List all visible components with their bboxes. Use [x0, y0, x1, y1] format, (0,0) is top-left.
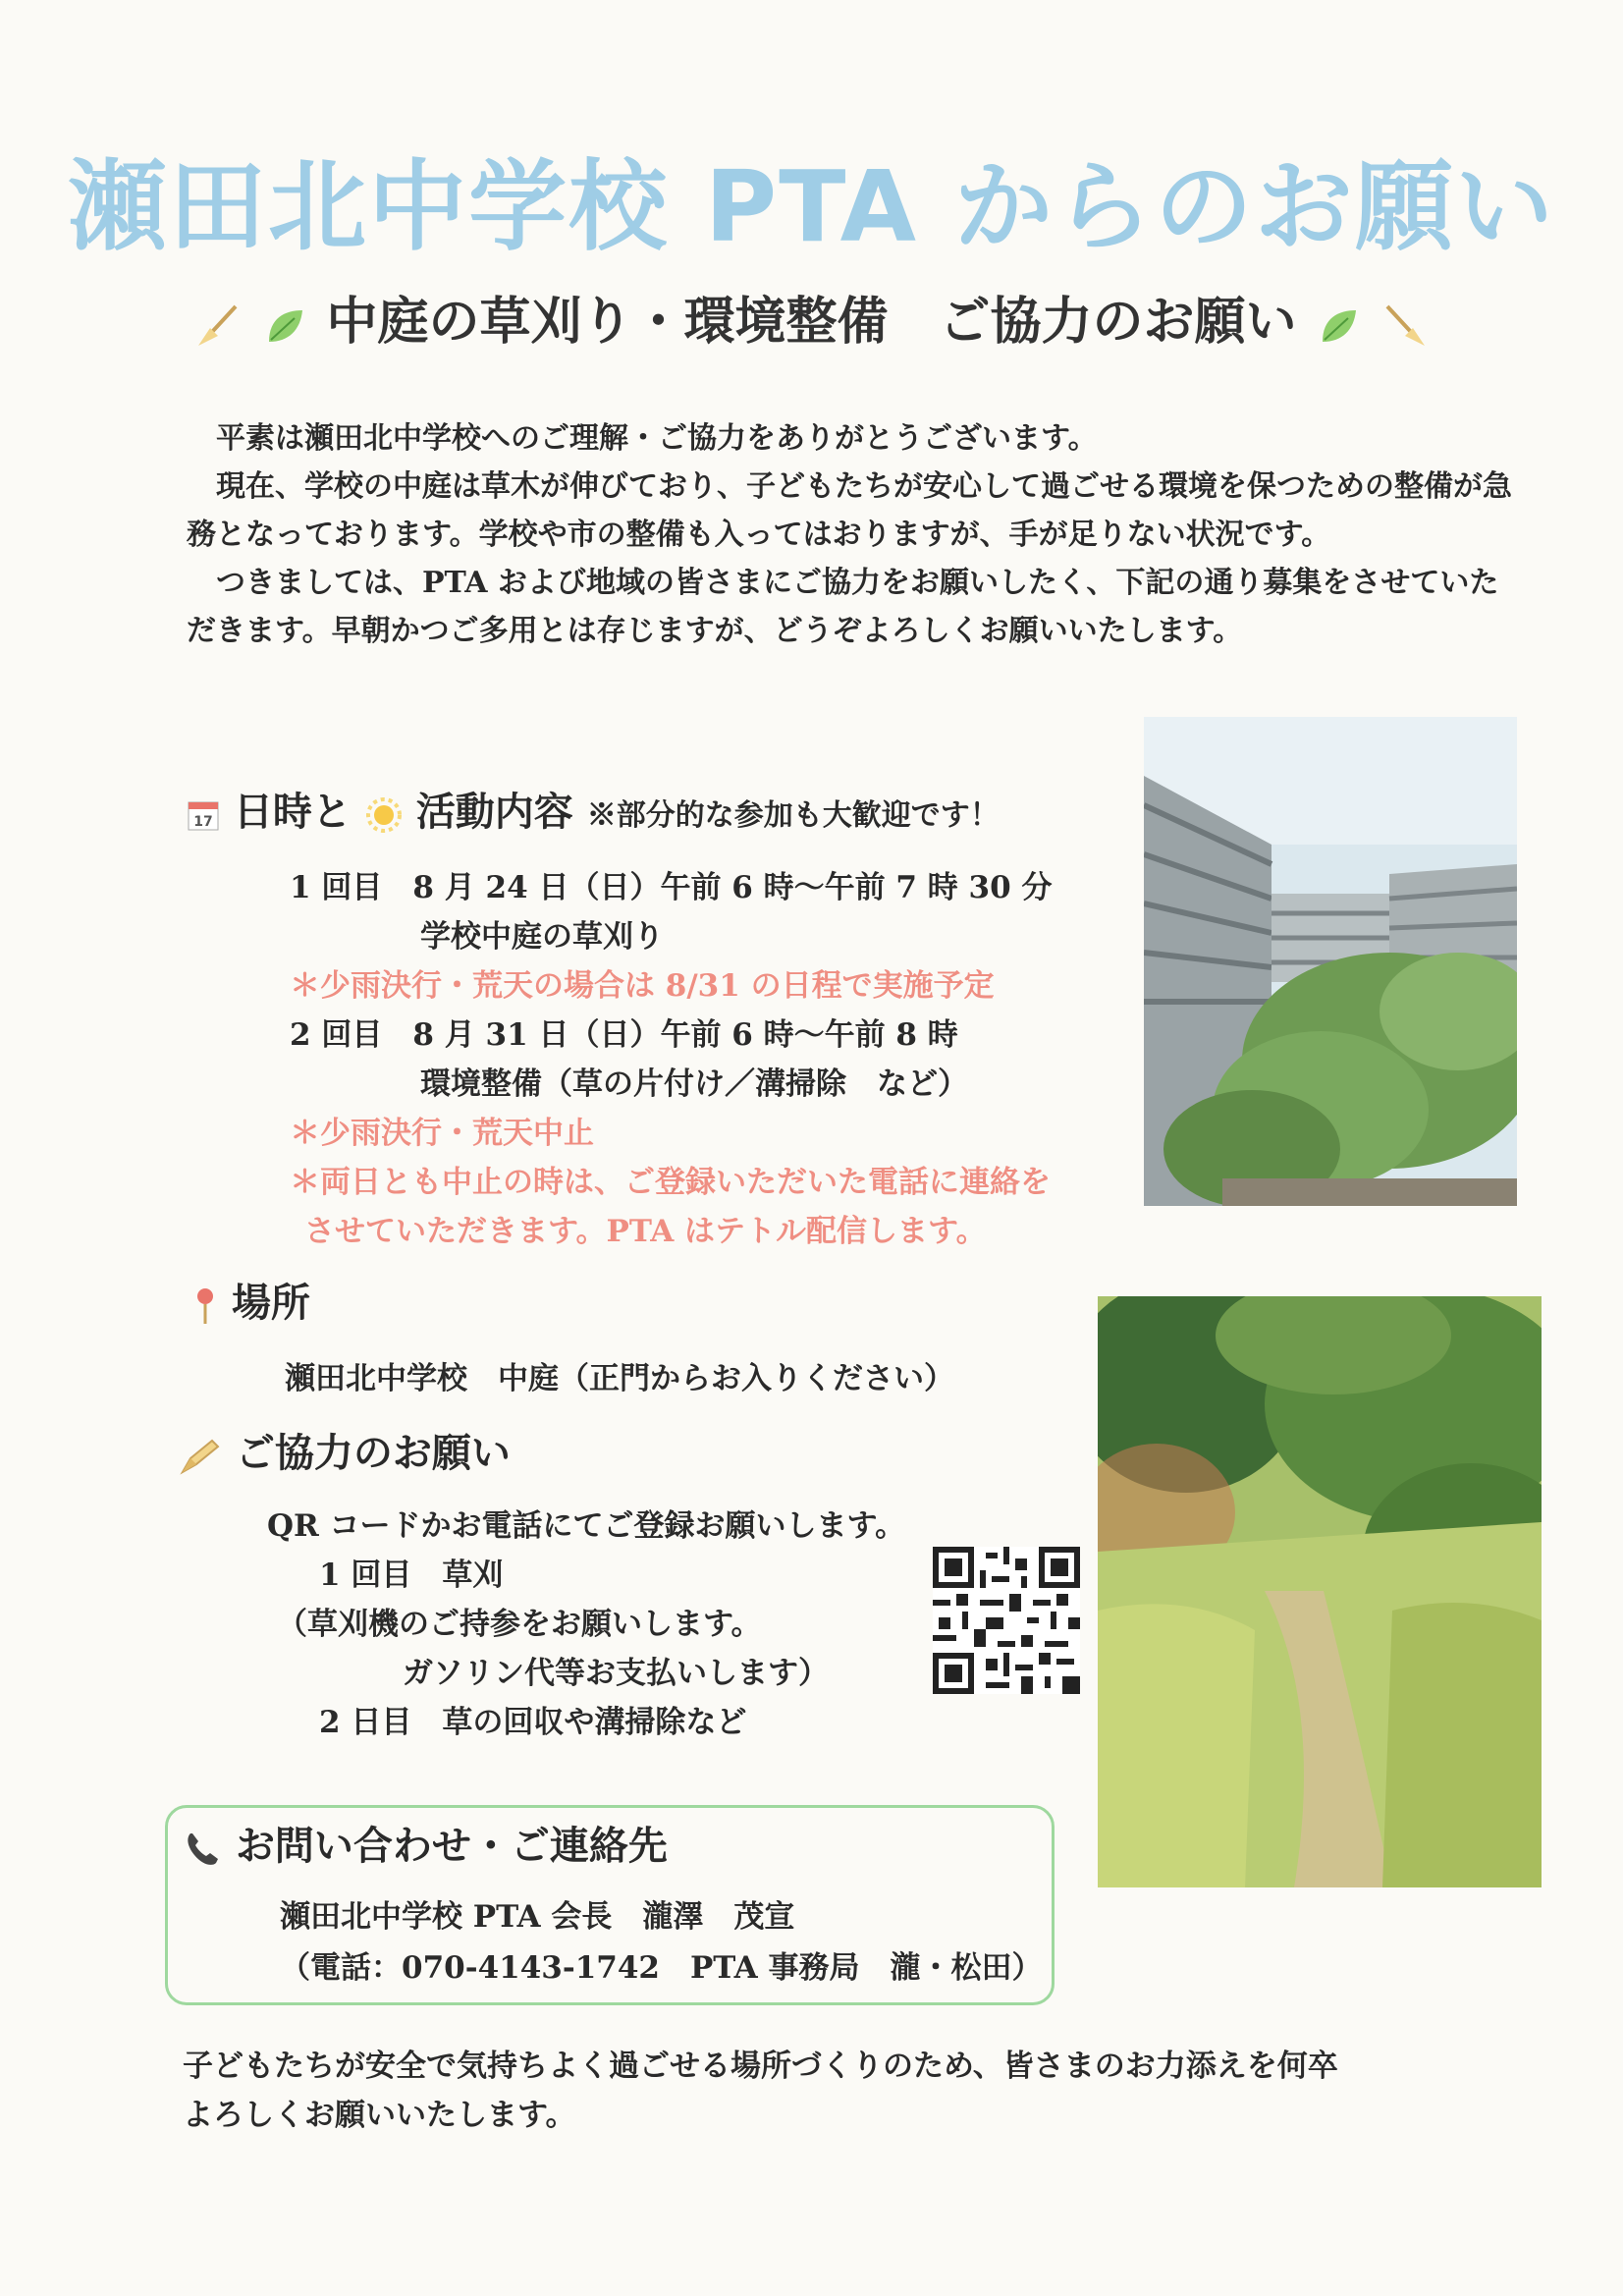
contact-heading [183, 1815, 668, 1871]
leaf-icon [261, 302, 308, 350]
round1-date: 1 回目 8 月 24 日（日）午前 6 時〜午前 7 時 30 分 [290, 870, 1053, 905]
contact-line-1: 瀬田北中学校 PTA 会長 瀧澤 茂宣 [280, 1899, 795, 1935]
closing-line-2: よろしくお願いいたします。 [183, 2098, 576, 2133]
request-line-2: 1 回目 草刈 [319, 1558, 504, 1593]
intro-paragraph: 現在、学校の中庭は草木が伸びており、子どもたちが安心して過ごせる環境を保つための整備が急務となっております。学校や市の整備も入ってはおりますが、手が足りない状況です。 [187, 469, 1512, 552]
schedule-heading-b: 活動内容 [415, 789, 573, 835]
pencil-icon [179, 1437, 222, 1476]
broom-icon [1380, 301, 1431, 352]
contact-heading-text: お問い合わせ・ご連絡先 [235, 1823, 668, 1869]
request-line-1: QR コードかお電話にてご登録お願いします。 [267, 1508, 906, 1544]
request-heading [179, 1422, 511, 1478]
intro-paragraph: つきましては、PTA および地域の皆さまにご協力をお願いしたく、下記の通り募集をさせていただきます。早朝かつご多用とは存じますが、どうぞよろしくお願いいたします。 [187, 566, 1499, 648]
schedule-heading [187, 781, 1000, 837]
broom-icon [192, 301, 243, 352]
pin-icon [192, 1286, 218, 1326]
place-heading [192, 1272, 310, 1328]
schedule-heading-note: ※部分的な参加も大歓迎です！ [586, 798, 1000, 833]
calendar-day: 17 [193, 814, 213, 830]
request-line-4: ガソリン代等お支払いします） [403, 1656, 829, 1691]
round2-note: ＊少雨決行・荒天中止 [290, 1116, 594, 1151]
qr-code[interactable] [933, 1547, 1080, 1694]
round1-note: ＊少雨決行・荒天の場合は 8/31 の日程で実施予定 [290, 968, 995, 1004]
round2-date: 2 回目 8 月 31 日（日）午前 6 時〜午前 8 時 [290, 1017, 958, 1053]
calendar-icon [187, 798, 220, 832]
cancel-note-2: させていただきます。PTA はテトル配信します。 [304, 1214, 987, 1249]
request-line-5: 2 日目 草の回収や溝掃除など [319, 1705, 747, 1740]
leaf-icon [1315, 302, 1362, 350]
contact-line-2[interactable]: （電話：070-4143-1742 PTA 事務局 瀧・松田） [280, 1950, 1043, 1986]
subtitle-row [0, 280, 1623, 354]
place-text: 瀬田北中学校 中庭（正門からお入りください） [285, 1361, 954, 1396]
page-title: 瀬田北中学校 PTA からのお願い [68, 149, 1555, 264]
request-heading-text: ご協力のお願い [235, 1430, 511, 1476]
sun-icon [365, 796, 403, 834]
cancel-note-1: ＊両日とも中止の時は、ご登録いただいた電話に連絡を [290, 1165, 1051, 1200]
round2-task: 環境整備（草の片付け／溝掃除 など） [420, 1066, 968, 1102]
intro-text [187, 414, 1512, 655]
overgrown-courtyard-photo [1098, 1296, 1542, 1887]
phone-icon [183, 1830, 222, 1869]
intro-paragraph: 平素は瀬田北中学校へのご理解・ご協力をありがとうございます。 [216, 421, 1098, 456]
schedule-heading-a: 日時と [233, 789, 352, 835]
courtyard-building-photo [1144, 717, 1517, 1206]
place-heading-text: 場所 [231, 1280, 310, 1326]
subtitle-text: 中庭の草刈り・環境整備 ご協力のお願い [326, 292, 1297, 352]
request-line-3: （草刈機のご持参をお願いします。 [277, 1607, 762, 1642]
closing-line-1: 子どもたちが安全で気持ちよく過ごせる場所づくりのため、皆さまのお力添えを何卒 [183, 2049, 1338, 2084]
round1-task: 学校中庭の草刈り [420, 919, 664, 955]
